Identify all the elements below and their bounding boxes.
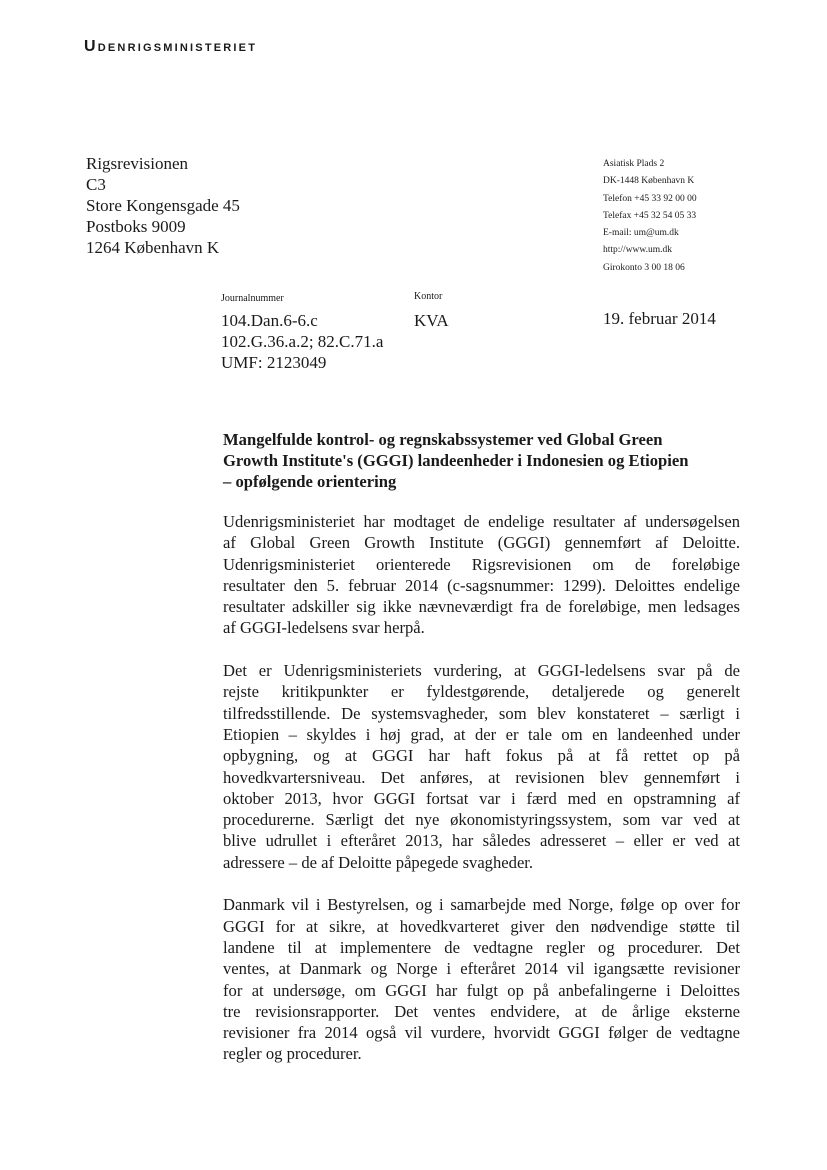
sender-line: http://www.um.dk bbox=[603, 245, 673, 256]
body-line: af GGGI-ledelsens svar herpå. bbox=[223, 618, 425, 638]
body-line: hovedkvartersniveau. Det anføres, at revisionen blev gennemført i bbox=[223, 767, 740, 787]
journal-numbers bbox=[221, 310, 383, 373]
body-line: Udenrigsministeriet har modtaget de endelige resultater af undersøgelsen bbox=[223, 512, 740, 531]
subject-line: Growth Institute's (GGGI) landeenheder i Indonesien og Etiopien bbox=[223, 451, 689, 470]
subject-line: Mangelfulde kontrol- og regnskabssystemer ved Global Green bbox=[223, 430, 663, 449]
subject-heading bbox=[223, 429, 743, 492]
body-line: for at undersøge, om GGGI har fulgt op på anbefalingerne i Deloittes bbox=[223, 980, 740, 1000]
journal-label: Journalnummer bbox=[221, 293, 284, 304]
body-line: resultater den 5. februar 2014 (c-sagsnummer: 1299). Deloittes endelige bbox=[223, 575, 740, 595]
body-line: Det er Udenrigsministeriets vurdering, at GGGI-ledelsens svar på de bbox=[223, 661, 740, 681]
recipient-address bbox=[86, 153, 240, 258]
body-line: landene til at implementere de vedtagne regler og procedurer. Det bbox=[223, 937, 740, 957]
recipient-line: Store Kongensgade 45 bbox=[86, 196, 240, 215]
ministry-letterhead bbox=[84, 38, 257, 56]
body-line: procedurerne. Særligt det nye økonomistyringssystem, som var ved at bbox=[223, 810, 740, 830]
body-line: blive udrullet i efteråret 2013, har således adresseret – eller er ved at bbox=[223, 831, 740, 851]
recipient-line: C3 bbox=[86, 175, 106, 194]
body-line: revisioner fra 2014 også vil vurdere, hvorvidt GGGI følger de vedtagne bbox=[223, 1023, 740, 1043]
body-line: Etiopien – skyldes i høj grad, at der er tale om en landeenhed under bbox=[223, 724, 740, 744]
office-label: Kontor bbox=[414, 291, 443, 302]
office-value: KVA bbox=[414, 311, 449, 330]
body-line: opbygning, og at GGGI har haft fokus på at få rettet op på bbox=[223, 746, 740, 766]
body-line: oktober 2013, hvor GGGI fortsat var i færd med en opstramning af bbox=[223, 788, 740, 808]
sender-line: Telefon +45 33 92 00 00 bbox=[603, 193, 697, 204]
recipient-line: Postboks 9009 bbox=[86, 217, 186, 236]
body-line: tilfredsstillende. De systemsvagheder, som blev konstateret – særligt i bbox=[223, 703, 740, 723]
body-line: rejste kritikpunkter er fyldestgørende, detaljerede og generelt bbox=[223, 682, 740, 702]
body-line: GGGI for at sikre, at hovedkvarteret giver den nødvendige støtte til bbox=[223, 916, 740, 936]
body-paragraph bbox=[223, 511, 740, 639]
journal-number: 102.G.36.a.2; 82.C.71.a bbox=[221, 332, 384, 351]
body-line: Danmark vil i Bestyrelsen, og i samarbejde med Norge, følge op over for bbox=[223, 895, 740, 915]
body-line: af Global Green Growth Institute (GGGI) gennemført af Deloitte. bbox=[223, 533, 740, 553]
subject-line: – opfølgende orientering bbox=[223, 472, 397, 491]
body-paragraph bbox=[223, 894, 740, 1064]
recipient-line: Rigsrevisionen bbox=[86, 154, 188, 173]
body-line: resultater adskiller sig ikke nævneværdigt fra de foreløbige, men ledsages bbox=[223, 597, 740, 617]
journal-number: UMF: 2123049 bbox=[221, 353, 327, 372]
sender-line: E-mail: um@um.dk bbox=[603, 228, 679, 239]
body-line: ventes, at Danmark og Norge i efteråret 2014 vil igangsætte revisioner bbox=[223, 959, 740, 979]
letter-date: 19. februar 2014 bbox=[603, 309, 716, 328]
body-line: tre revisionsrapporter. Det ventes endvidere, at de årlige eksterne bbox=[223, 1001, 740, 1021]
sender-line: Girokonto 3 00 18 06 bbox=[603, 262, 685, 273]
body-paragraph bbox=[223, 660, 740, 873]
sender-line: Asiatisk Plads 2 bbox=[603, 159, 665, 169]
body-line: adressere – de af Deloitte påpegede svagheder. bbox=[223, 852, 534, 872]
ministry-name: Udenrigsministeriet bbox=[84, 38, 258, 55]
body-line: Udenrigsministeriet orienterede Rigsrevisionen om de foreløbige bbox=[223, 554, 740, 574]
sender-contact-block bbox=[603, 156, 697, 277]
sender-line: Telefax +45 32 54 05 33 bbox=[603, 210, 697, 221]
body-line: regler og procedurer. bbox=[223, 1044, 362, 1064]
letter-body bbox=[223, 511, 740, 1086]
sender-line: DK-1448 København K bbox=[603, 176, 695, 187]
journal-number: 104.Dan.6-6.c bbox=[221, 311, 318, 330]
recipient-line: 1264 København K bbox=[86, 238, 220, 257]
